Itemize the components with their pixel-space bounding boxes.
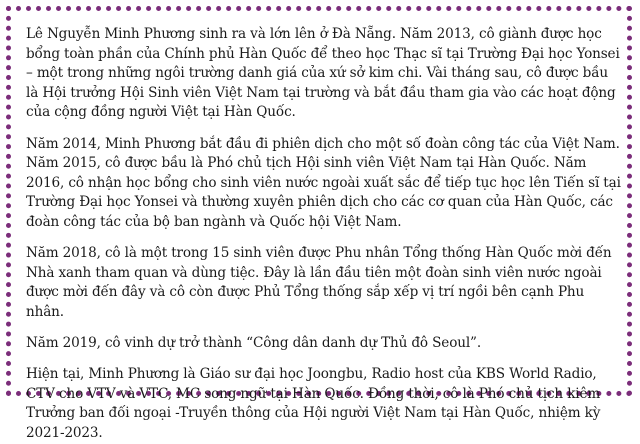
paragraph-present: Hiện tại, Minh Phương là Giáo sư đại học Joongbu, Radio host của KBS World Radio, CTV cho VTV và VTC, MC song ngữ tại Hàn Quốc. Đồng thời, cô là Phó chủ tịch kiêm Trưởng ban đối ngoại -Truyền thông của Hội người Việt Nam tại Hàn Quốc, nhiệm kỳ 2021-2023.: [26, 366, 601, 442]
paragraph-2014-2016: Năm 2014, Minh Phương bắt đầu đi phiên dịch cho một số đoàn công tác của Việt Nam. Năm 2015, cô được bầu là Phó chủ tịch Hội sinh viên Việt Nam tại Hàn Quốc. Năm 2016, cô nhận học bổng cho sinh viên nước ngoài xuất sắc để tiếp tục học lên Tiến sĩ tại Trường Đại học Yonsei và thường xuyên phiên dịch cho các cơ quan của Hàn Quốc, các đoàn công tác của bộ ban ngành và Quốc hội Việt Nam.: [26, 135, 621, 230]
biography-text: [26, 25, 622, 444]
paragraph-early-life: Lê Nguyễn Minh Phương sinh ra và lớn lên ở Đà Nẵng. Năm 2013, cô giành được học bổng toàn phần của Chính phủ Hàn Quốc để theo học Thạc sĩ tại Trường Đại học Yonsei – một trong những ngôi trường danh giá của xứ sở kim chi. Vài tháng sau, cô được bầu là Hội trưởng Hội Sinh viên Việt Nam tại trường và bắt đầu tham gia vào các hoạt động của cộng đồng người Việt tại Hàn Quốc.: [26, 26, 620, 121]
paragraph-2019: Năm 2019, cô vinh dự trở thành “Công dân danh dự Thủ đô Seoul”.: [26, 335, 482, 352]
paragraph-2018: Năm 2018, cô là một trong 15 sinh viên được Phu nhân Tổng thống Hàn Quốc mời đến Nhà xanh tham quan và dùng tiệc. Đây là lần đầu tiên một đoàn sinh viên nước ngoài được mời đến đây và cô còn được Phủ Tổng thống sắp xếp vị trí ngồi bên cạnh Phu nhân.: [26, 245, 612, 320]
